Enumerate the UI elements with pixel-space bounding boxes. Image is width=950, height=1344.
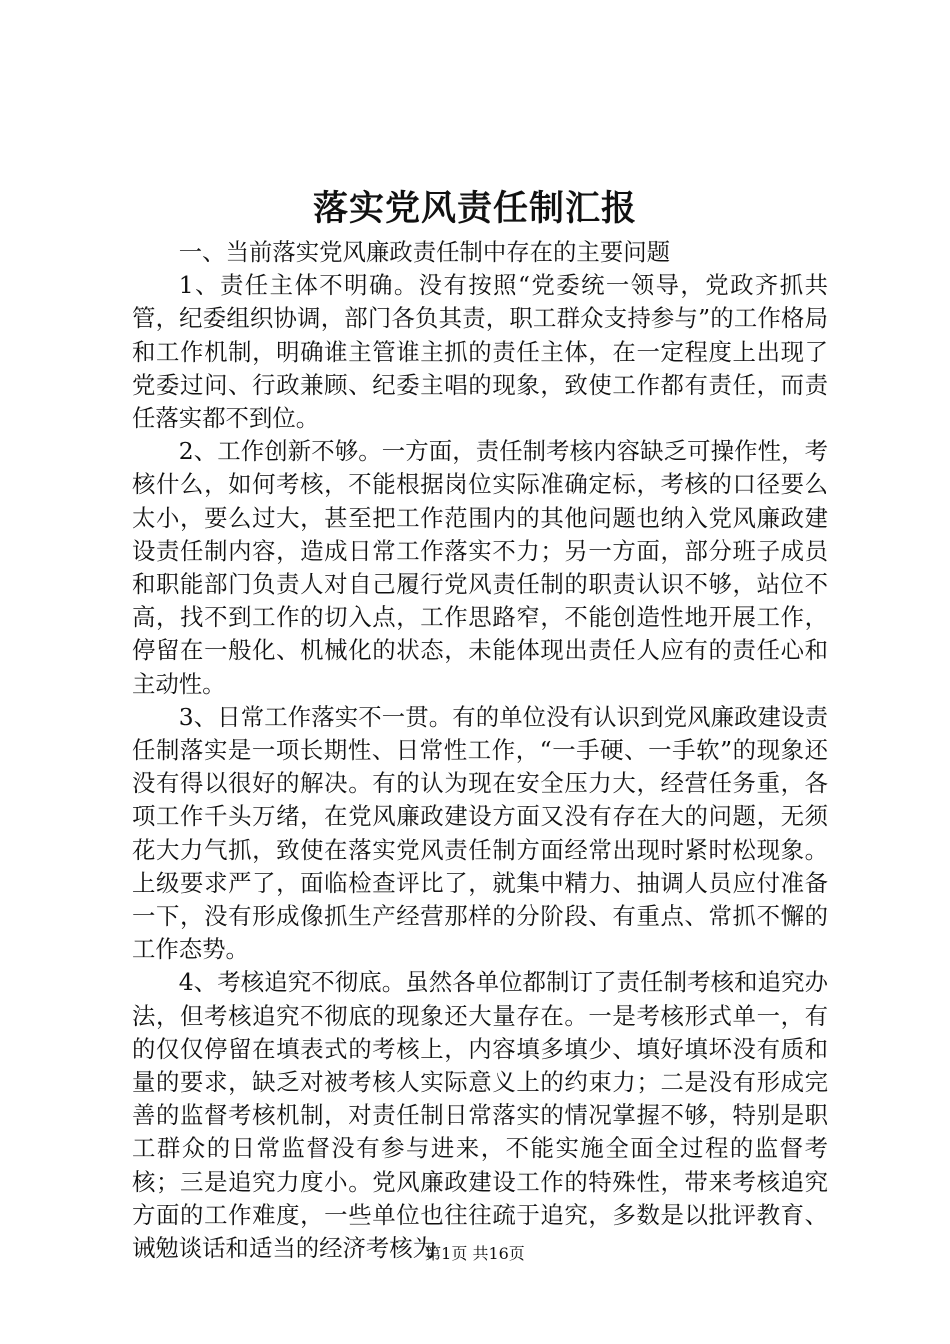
paragraph-1: 1、责任主体不明确。没有按照“党委统一领导，党政齐抓共管，纪委组织协调，部门各负其责，职工群众支持参与”的工作格局和工作机制，明确谁主管谁主抓的责任主体，在一定程度上出现了党委过问、行政兼顾、纪委主唱的现象，致使工作都有责任，而责任落实都不到位。 [132,271,828,433]
paragraph-3: 3、日常工作落实不一贯。有的单位没有认识到党风廉政建设责任制落实是一项长期性、日常性工作，“一手硬、一手软”的现象还没有得以很好的解决。有的认为现在安全压力大，经营任务重，各项工作千头万绪，在党风廉政建设方面又没有存在大的问题，无须花大力气抓，致使在落实党风责任制方面经常出现时紧时松现象。上级要求严了，面临检查评比了，就集中精力、抽调人员应付准备一下，没有形成像抓生产经营那样的分阶段、有重点、常抓不懈的工作态势。 [132,702,828,964]
paragraph-2: 2、工作创新不够。一方面，责任制考核内容缺乏可操作性，考核什么，如何考核，不能根据岗位实际准确定标，考核的口径要么太小，要么过大，甚至把工作范围内的其他问题也纳入党风廉政建设责任制内容，造成日常工作落实不力；另一方面，部分班子成员和职能部门负责人对自己履行党风责任制的职责认识不够，站位不高，找不到工作的切入点，工作思路窄，不能创造性地开展工作，停留在一般化、机械化的状态，未能体现出责任人应有的责任心和主动性。 [132,437,828,698]
page-footer: 第1页 共16页 [425,1244,525,1263]
document-title: 落实党风责任制汇报 [312,188,637,229]
document-body [132,236,828,1265]
paragraph-4: 4、考核追究不彻底。虽然各单位都制订了责任制考核和追究办法，但考核追究不彻底的现象还大量存在。一是考核形式单一，有的仅仅停留在填表式的考核上，内容填多填少、填好填坏没有质和量的要求，缺乏对被考核人实际意义上的约束力；二是没有形成完善的监督考核机制，对责任制日常落实的情况掌握不够，特别是职工群众的日常监督没有参与进来，不能实施全面全过程的监督考核；三是追究力度小。党风廉政建设工作的特殊性，带来考核追究方面的工作难度，一些单位也往往疏于追究，多数是以批评教育、诫勉谈话和适当的经济考核为 [132,968,828,1263]
section-heading: 一、当前落实党风廉政责任制中存在的主要问题 [178,238,670,266]
